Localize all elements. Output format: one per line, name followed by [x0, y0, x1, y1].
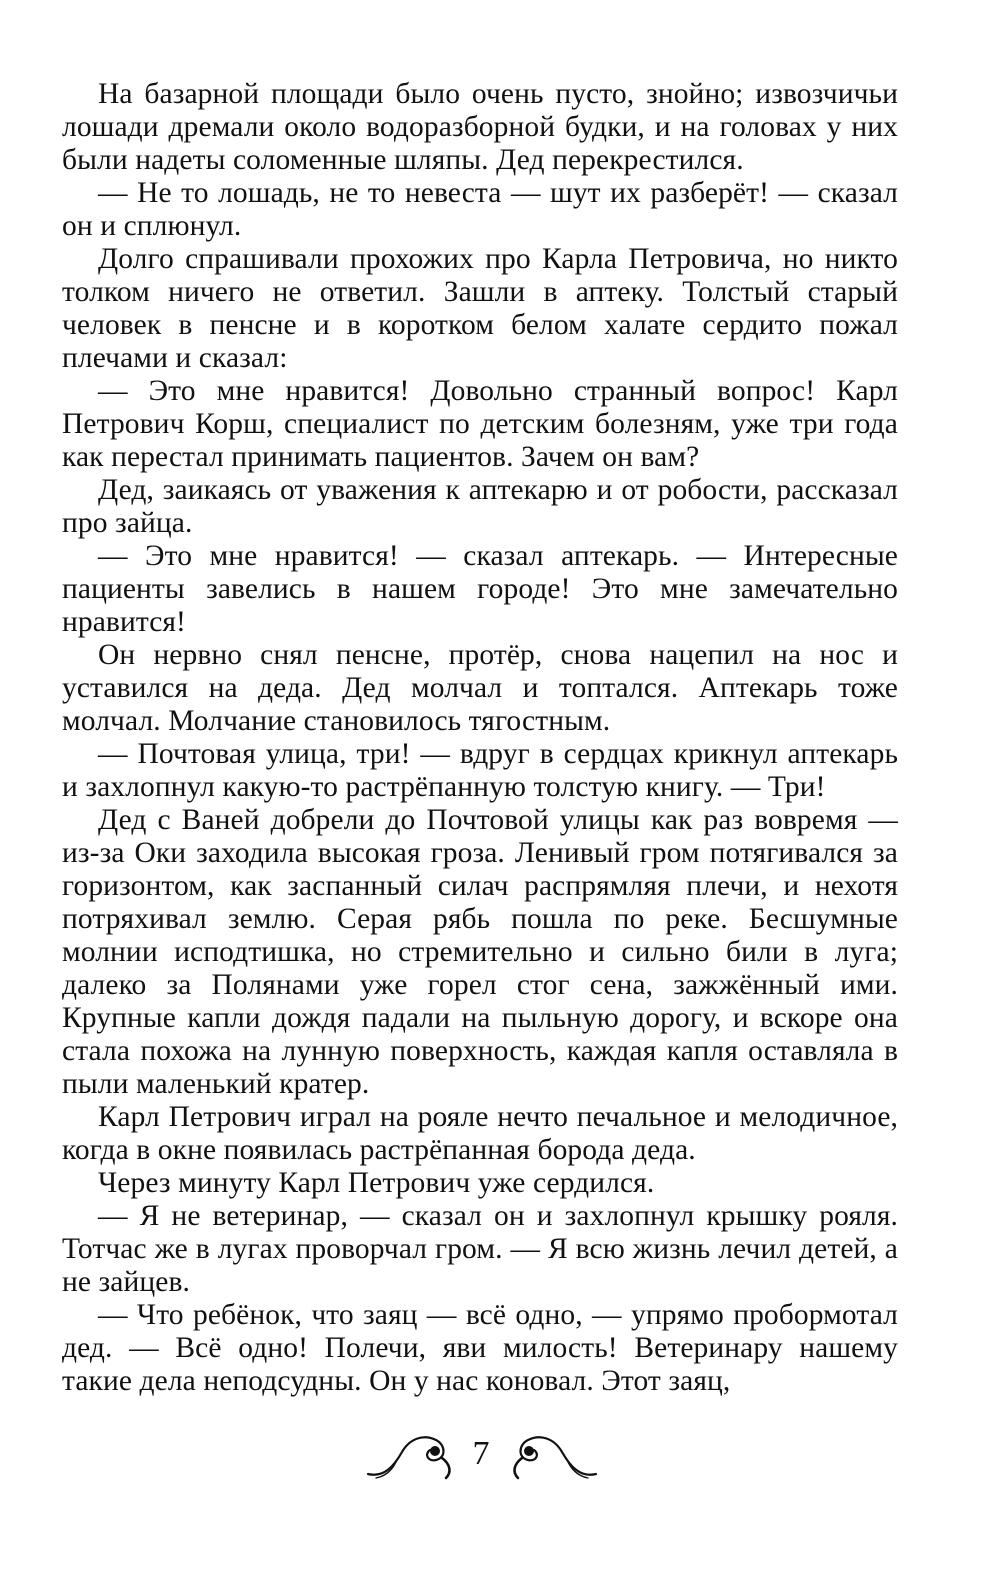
- paragraph: — Почтовая улица, три! — вдруг в сердцах крикнул аптекарь и захлопнул какую-то растрёпанную толстую книгу. — Три!: [62, 738, 898, 803]
- paragraph: — Это мне нравится! — сказал аптекарь. — Интересные пациенты завелись в нашем городе! Это мне замечательно нравится!: [62, 540, 898, 638]
- page-body: [62, 78, 898, 1398]
- flourish-left-icon: [366, 1428, 456, 1484]
- paragraph: Через минуту Карл Петрович уже сердился.: [98, 1167, 655, 1199]
- flourish-right-icon: [508, 1428, 598, 1484]
- paragraph: — Я не ветеринар, — сказал он и захлопнул крышку рояля. Тотчас же в лугах проворчал гром. — Я всю жизнь лечил детей, а не зайцев.: [62, 1200, 898, 1298]
- paragraph: — Не то лошадь, не то невеста — шут их разберёт! — сказал он и сплюнул.: [62, 177, 898, 242]
- paragraph: Он нервно снял пенсне, протёр, снова нацепил на нос и уставился на деда. Дед молчал и топтался. Аптекарь тоже молчал. Молчание становилось тягостным.: [62, 639, 898, 737]
- paragraph: — Это мне нравится! Довольно странный вопрос! Карл Петрович Корш, специалист по детским болезням, уже три года как перестал принимать пациентов. Зачем он вам?: [62, 375, 898, 473]
- page-number: 7: [472, 1435, 490, 1472]
- paragraph: Долго спрашивали прохожих про Карла Петровича, но никто толком ничего не ответил. Зашли в аптеку. Толстый старый человек в пенсне и в коротком белом халате сердито пожал плечами и сказал:: [62, 243, 898, 374]
- page-footer: [0, 1420, 1000, 1500]
- paragraph: Дед, заикаясь от уважения к аптекарю и от робости, рассказал про зайца.: [62, 474, 898, 539]
- paragraph: Карл Петрович играл на рояле нечто печальное и мелодичное, когда в окне появилась растрёпанная борода деда.: [62, 1101, 898, 1166]
- paragraph: Дед с Ваней добрели до Почтовой улицы как раз вовремя — из-за Оки заходила высокая гроза. Ленивый гром потягивался за горизонтом, как заспанный силач распрямляя плечи, и нехотя потряхивал землю. Серая рябь пошла по реке. Бесшумные молнии исподтишка, но стремительно и сильно били в луга; далеко за Полянами уже горел стог сена, зажжённый ими. Крупные капли дождя падали на пыльную дорогу, и вскоре она стала похожа на лунную поверхность, каждая капля оставляла в пыли маленький кратер.: [62, 804, 898, 1100]
- paragraph: — Что ребёнок, что заяц — всё одно, — упрямо пробормотал дед. — Всё одно! Полечи, яви милость! Ветеринару нашему такие дела неподсудны. Он у нас коновал. Этот заяц,: [62, 1299, 898, 1397]
- paragraph: На базарной площади было очень пусто, знойно; извозчичьи лошади дремали около водоразборной будки, и на головах у них были надеты соломенные шляпы. Дед перекрестился.: [62, 78, 898, 176]
